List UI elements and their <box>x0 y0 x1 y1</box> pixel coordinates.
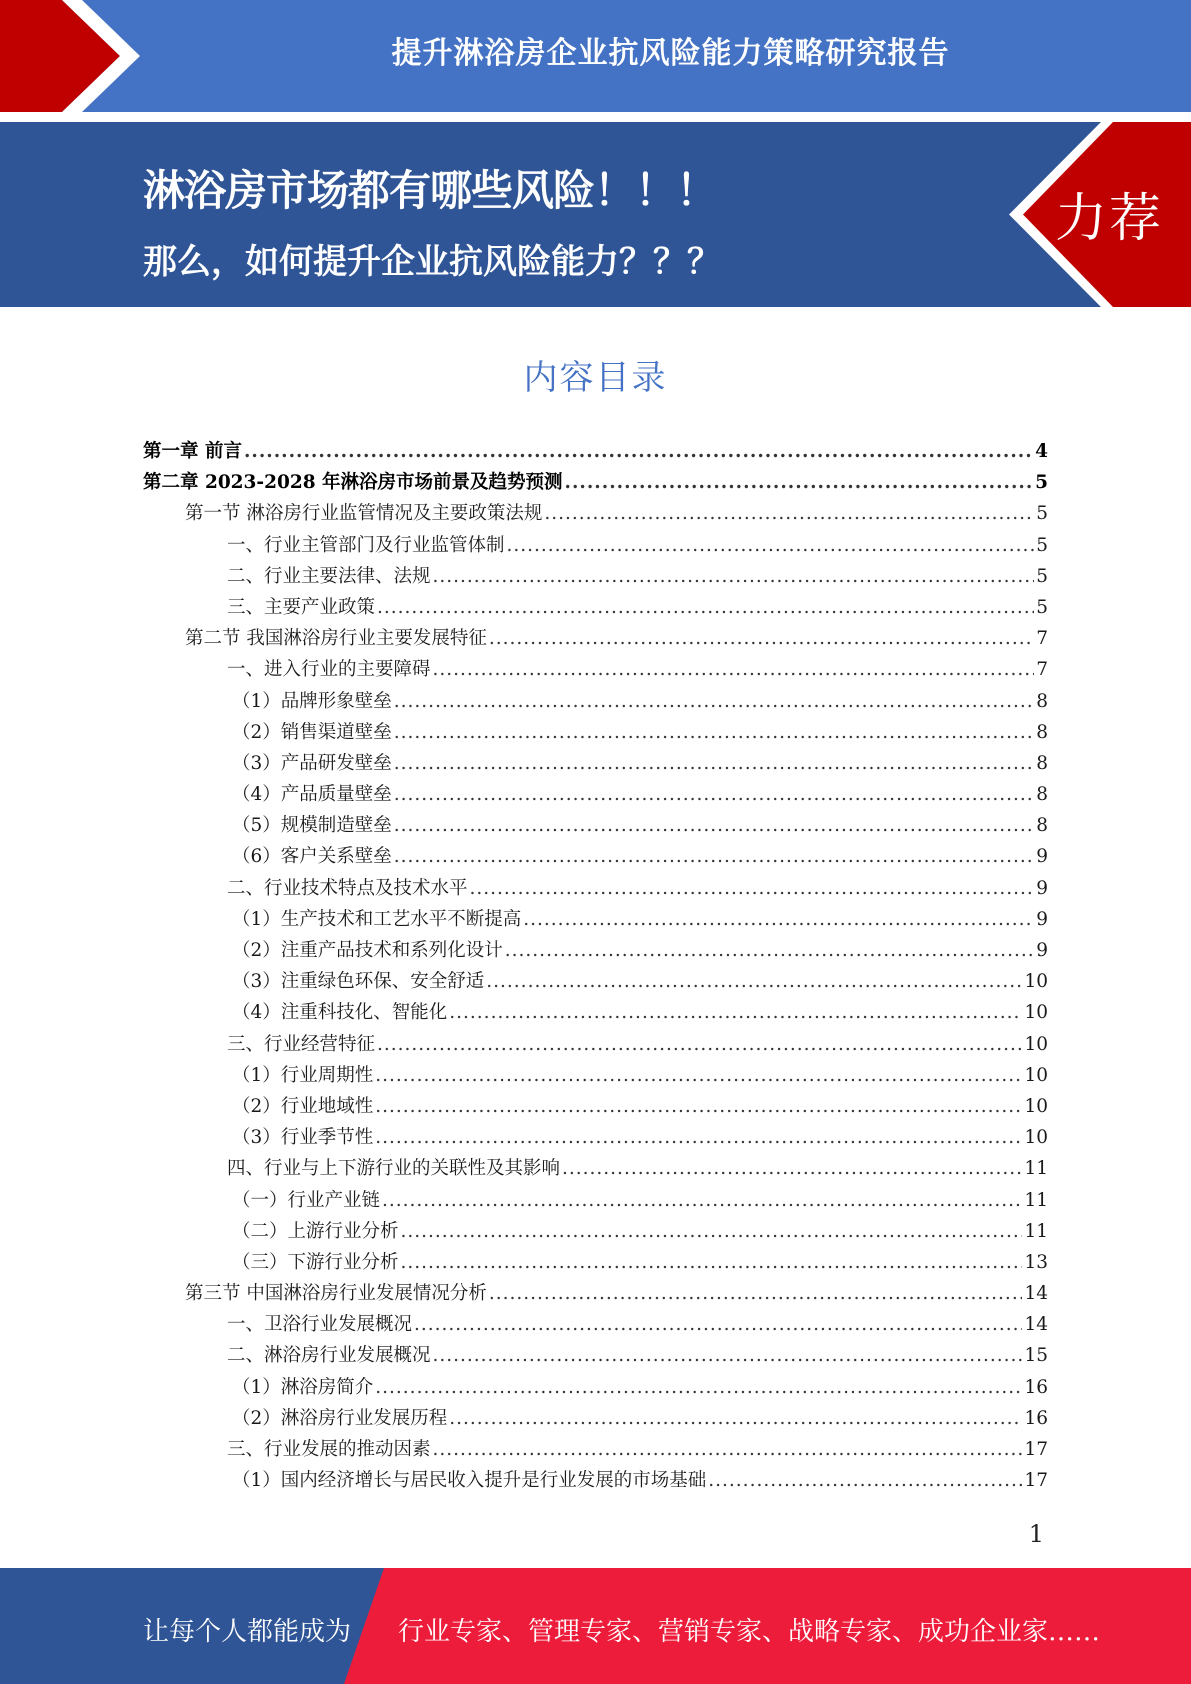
toc-entry[interactable] <box>143 1154 1048 1185</box>
toc-leader-dots <box>394 784 1034 805</box>
toc-leader-dots <box>401 1221 1023 1242</box>
toc-entry[interactable] <box>143 1061 1048 1092</box>
toc-entry-page: 15 <box>1024 1345 1048 1367</box>
toc-entry-page: 9 <box>1036 846 1048 868</box>
toc-entry-page: 8 <box>1036 815 1048 837</box>
toc-title: 内容目录 <box>523 358 668 398</box>
toc-entry-text: 三、行业发展的推动因素 <box>227 1439 431 1460</box>
toc-entry[interactable] <box>143 1310 1048 1341</box>
toc-entry-page: 9 <box>1036 908 1048 930</box>
toc-entry-text: （3）产品研发壁垒 <box>232 752 392 774</box>
toc-leader-dots <box>562 1158 1022 1179</box>
toc-leader-dots <box>377 1034 1022 1055</box>
toc-entry-page: 5 <box>1036 534 1048 556</box>
toc-entry[interactable] <box>143 1248 1048 1279</box>
footer-slogan-left: 让每个人都能成为 <box>143 1617 352 1647</box>
toc-entry-text: 第二节 我国淋浴房行业主要发展特征 <box>185 628 487 650</box>
toc-entry-page: 8 <box>1036 690 1048 712</box>
toc-entry-page: 4 <box>1035 441 1048 462</box>
toc-leader-dots <box>523 909 1034 930</box>
toc-entry-page: 14 <box>1024 1283 1048 1305</box>
toc-leader-dots <box>507 535 1035 556</box>
toc-leader-dots <box>505 940 1034 961</box>
toc-entry-text: （1）国内经济增长与居民收入提升是行业发展的市场基础 <box>232 1470 707 1492</box>
toc-entry-page: 16 <box>1024 1407 1048 1429</box>
toc-entry-page: 16 <box>1024 1376 1048 1398</box>
toc-entry[interactable] <box>143 468 1048 499</box>
toc-leader-dots <box>394 815 1034 836</box>
toc-entry-page: 13 <box>1024 1251 1048 1273</box>
toc-entry[interactable] <box>143 998 1048 1029</box>
toc-entry[interactable] <box>143 1373 1048 1404</box>
toc-entry-page: 8 <box>1036 721 1048 743</box>
toc-entry[interactable] <box>143 936 1048 967</box>
toc-entry-page: 17 <box>1024 1470 1048 1492</box>
toc-entry-page: 9 <box>1036 940 1048 961</box>
toc-leader-dots <box>449 1002 1022 1023</box>
toc-entry-text: （3）注重绿色环保、安全舒适 <box>232 971 485 993</box>
toc-entry-text: （3）行业季节性 <box>232 1127 374 1149</box>
toc-leader-dots <box>489 628 1034 649</box>
recommend-badge-label: 力荐 <box>1054 189 1163 249</box>
toc-entry[interactable] <box>143 1341 1048 1372</box>
toc-entry-text: （1）品牌形象壁垒 <box>232 690 392 712</box>
toc-leader-dots <box>375 1127 1022 1148</box>
toc-entry-text: 二、淋浴房行业发展概况 <box>227 1345 431 1367</box>
toc-entry-text: （2）淋浴房行业发展历程 <box>232 1407 448 1429</box>
toc-entry-page: 9 <box>1036 877 1048 899</box>
toc-leader-dots <box>377 597 1034 618</box>
toc-leader-dots <box>486 971 1022 992</box>
footer-slogan-right: 行业专家、管理专家、营销专家、战略专家、成功企业家…… <box>398 1617 1101 1647</box>
toc-entry-text: 一、行业主管部门及行业监管体制 <box>227 534 505 556</box>
toc-entry[interactable] <box>143 811 1048 842</box>
toc-leader-dots <box>544 503 1034 524</box>
toc-entry[interactable] <box>143 780 1048 811</box>
toc-entry[interactable] <box>143 437 1048 468</box>
report-title: 提升淋浴房企业抗风险能力策略研究报告 <box>391 36 950 71</box>
toc-entry-text: （2）行业地域性 <box>232 1095 374 1117</box>
hero-subheadline: 那么，如何提升企业抗风险能力？？？ <box>143 242 721 282</box>
toc-entry-text: （4）产品质量壁垒 <box>232 784 392 806</box>
toc-entry-text: 第三节 中国淋浴房行业发展情况分析 <box>185 1283 487 1305</box>
toc-entry-page: 10 <box>1024 971 1048 993</box>
toc-entry-text: （一）行业产业链 <box>232 1189 381 1211</box>
toc-entry-page: 10 <box>1024 1064 1048 1086</box>
toc-entry-text: （二）上游行业分析 <box>232 1220 399 1242</box>
toc-entry[interactable] <box>143 842 1048 873</box>
toc-entry[interactable] <box>143 655 1048 686</box>
toc-leader-dots <box>433 1345 1023 1366</box>
toc-entry[interactable] <box>143 1466 1048 1497</box>
toc-entry-text: （5）规模制造壁垒 <box>232 815 392 837</box>
toc-entry[interactable] <box>143 1123 1048 1154</box>
toc-entry-page: 10 <box>1024 1095 1048 1117</box>
toc-leader-dots <box>394 753 1034 774</box>
toc-entry-text: （三）下游行业分析 <box>232 1251 399 1273</box>
toc-entry[interactable] <box>143 593 1048 624</box>
toc-entry-page: 10 <box>1024 1033 1048 1055</box>
toc-leader-dots <box>489 1283 1023 1304</box>
toc-leader-dots <box>433 566 1035 587</box>
toc-entry-text: 二、行业技术特点及技术水平 <box>227 877 468 899</box>
toc-entry-text: （6）客户关系壁垒 <box>232 846 392 868</box>
toc-entry-page: 14 <box>1024 1314 1048 1336</box>
toc-entry-page: 10 <box>1024 1127 1048 1149</box>
toc-entry[interactable] <box>143 562 1048 593</box>
toc-leader-dots <box>375 1065 1022 1086</box>
toc-entry-text: 一、进入行业的主要障碍 <box>227 659 431 681</box>
toc-leader-dots <box>394 846 1034 867</box>
toc-entry-text: 三、主要产业政策 <box>227 596 376 618</box>
toc-entry-page: 11 <box>1024 1158 1048 1180</box>
toc-entry-text: （1）淋浴房简介 <box>232 1376 374 1398</box>
hero-banner <box>0 122 1191 307</box>
toc-entry-page: 5 <box>1036 596 1048 618</box>
toc-entry-page: 8 <box>1036 784 1048 806</box>
toc-entry-text: 第一节 淋浴房行业监管情况及主要政策法规 <box>185 503 543 525</box>
toc-entry[interactable] <box>143 718 1048 749</box>
toc-entry-page: 7 <box>1036 659 1048 681</box>
toc-leader-dots <box>414 1314 1022 1335</box>
red-chevron-decoration <box>0 0 150 112</box>
toc-entry-page: 8 <box>1036 752 1048 774</box>
toc-leader-dots <box>394 691 1034 712</box>
toc-leader-dots <box>401 1252 1023 1273</box>
toc-entry-page: 17 <box>1024 1439 1048 1460</box>
toc-entry[interactable] <box>143 624 1048 655</box>
toc-entry-text: （1）生产技术和工艺水平不断提高 <box>232 908 522 930</box>
toc-leader-dots <box>244 441 1033 462</box>
toc-entry-text: （1）行业周期性 <box>232 1064 374 1086</box>
page-number: 1 <box>1028 1520 1044 1548</box>
toc-leader-dots <box>375 1377 1022 1398</box>
toc-entry-text: 第二章 2023-2028 年淋浴房市场前景及趋势预测 <box>143 472 563 494</box>
toc-entry-text: （2）销售渠道壁垒 <box>232 721 392 743</box>
toc-entry[interactable] <box>143 967 1048 998</box>
toc-entry-page: 11 <box>1024 1220 1048 1242</box>
toc-entry[interactable] <box>143 1030 1048 1061</box>
toc-entry-page: 11 <box>1024 1189 1048 1211</box>
footer-banner <box>0 1568 1191 1684</box>
toc-entry-text: （2）注重产品技术和系列化设计 <box>232 940 503 961</box>
toc-entry-page: 5 <box>1035 472 1048 494</box>
hero-headline: 淋浴房市场都有哪些风险！！！ <box>143 166 718 215</box>
toc-entry-text: 三、行业经营特征 <box>227 1033 376 1055</box>
toc-leader-dots <box>433 1439 1023 1460</box>
toc-entry[interactable] <box>143 874 1048 905</box>
toc-entry-text: 第一章 前言 <box>143 441 242 462</box>
toc-leader-dots <box>708 1470 1022 1491</box>
toc-entry[interactable] <box>143 499 1048 530</box>
toc-entry-text: 二、行业主要法律、法规 <box>227 565 431 587</box>
toc-leader-dots <box>470 878 1035 899</box>
table-of-contents <box>143 437 1048 1497</box>
toc-entry[interactable] <box>143 749 1048 780</box>
toc-entry[interactable] <box>143 1435 1048 1466</box>
toc-entry[interactable] <box>143 687 1048 718</box>
toc-entry[interactable] <box>143 1217 1048 1248</box>
toc-entry[interactable] <box>143 1092 1048 1123</box>
toc-leader-dots <box>382 1190 1022 1211</box>
toc-leader-dots <box>394 722 1034 743</box>
toc-entry-text: （4）注重科技化、智能化 <box>232 1002 448 1024</box>
toc-entry-text: 四、行业与上下游行业的关联性及其影响 <box>227 1158 561 1180</box>
toc-entry[interactable] <box>143 531 1048 562</box>
toc-leader-dots <box>375 1096 1022 1117</box>
toc-entry[interactable] <box>143 1404 1048 1435</box>
toc-entry[interactable] <box>143 1186 1048 1217</box>
toc-leader-dots <box>433 659 1035 680</box>
toc-leader-dots <box>449 1408 1022 1429</box>
toc-entry-text: 一、卫浴行业发展概况 <box>227 1314 413 1336</box>
toc-entry-page: 10 <box>1024 1002 1048 1024</box>
toc-entry[interactable] <box>143 1279 1048 1310</box>
toc-entry[interactable] <box>143 905 1048 936</box>
toc-leader-dots <box>565 472 1034 493</box>
toc-entry-page: 5 <box>1036 503 1048 525</box>
report-header <box>0 0 1191 112</box>
toc-entry-page: 7 <box>1036 628 1048 650</box>
toc-entry-page: 5 <box>1036 565 1048 587</box>
